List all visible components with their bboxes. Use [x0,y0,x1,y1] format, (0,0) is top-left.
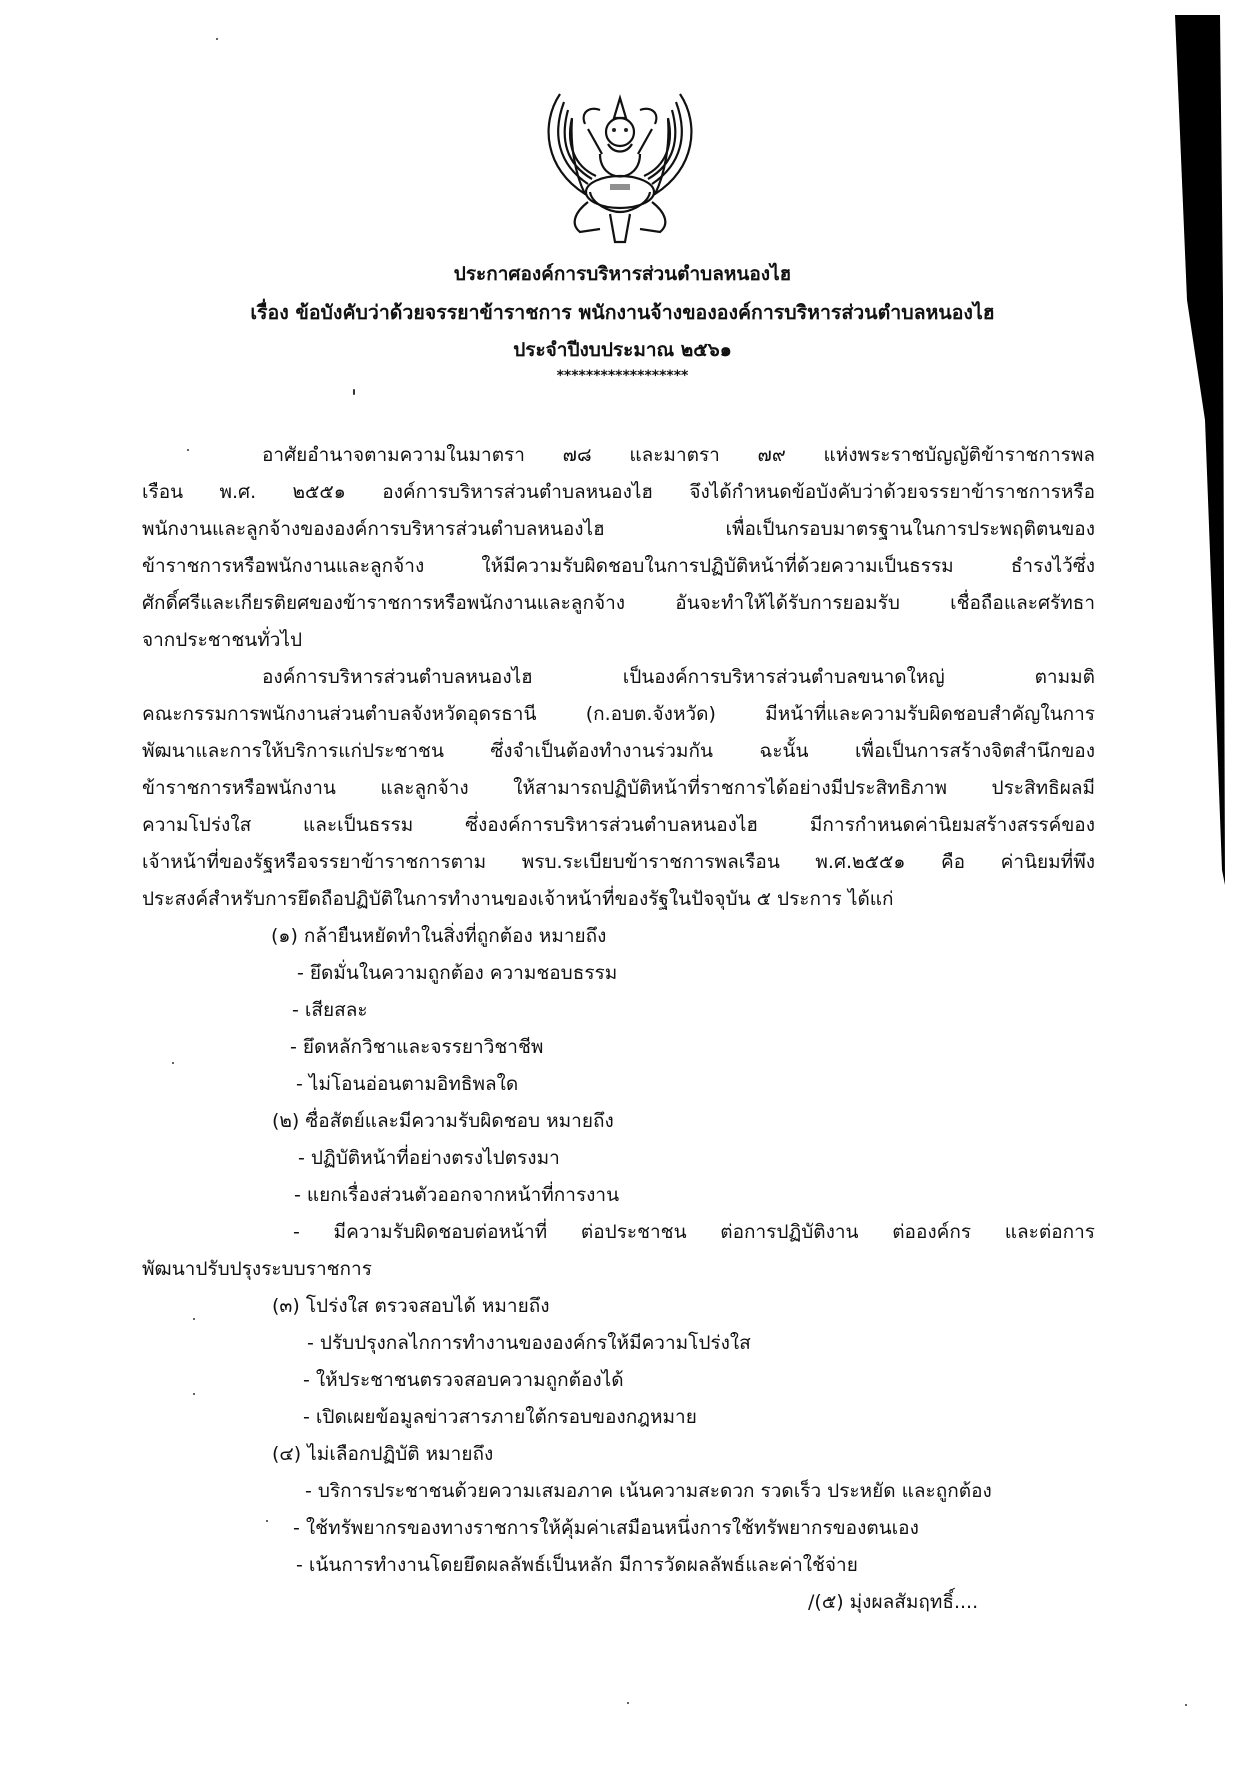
value-heading: (๔) ไม่เลือกปฏิบัติ หมายถึง [272,1443,494,1465]
scan-speck [216,38,218,40]
value-item: - แยกเรื่องส่วนตัวออกจากหน้าที่การงาน [294,1184,620,1206]
scan-speck [193,1318,195,1320]
value-item: - ยึดหลักวิชาและจรรยาวิชาชีพ [290,1036,544,1058]
para2-line: ความโปร่งใส และเป็นธรรม ซึ่งองค์การบริหารส่วนตำบลหนองไฮ มีการกำหนดค่านิยมสร้างสรรค์ของ [142,814,1095,836]
para1-line: ข้าราชการหรือพนักงานและลูกจ้าง ให้มีความรับผิดชอบในการปฏิบัติหน้าที่ด้วยความเป็นธรรม ธำรงไว้ซึ่ง [142,555,1095,577]
announcement-subject: เรื่อง ข้อบังคับว่าด้วยจรรยาข้าราชการ พนักงานจ้างขององค์การบริหารส่วนตำบลหนองไฮ [250,301,995,324]
para2-line: พัฒนาและการให้บริการแก่ประชาชน ซึ่งจำเป็นต้องทำงานร่วมกัน ฉะนั้น เพื่อเป็นการสร้างจิตสำนึกของ [142,740,1095,762]
scan-speck [193,1393,195,1395]
value-item: - ปรับปรุงกลไกการทำงานขององค์กรให้มีความโปร่งใส [307,1332,751,1354]
scan-speck [172,1062,174,1064]
value-item: - ยึดมั่นในความถูกต้อง ความชอบธรรม [297,962,618,984]
para2-line: คณะกรรมการพนักงานส่วนตำบลจังหวัดอุดรธานี (ก.อบต.จังหวัด) มีหน้าที่และความรับผิดชอบสำคัญในการ [142,703,1095,725]
value-item: - เน้นการทำงานโดยยึดผลลัพธ์เป็นหลัก มีการวัดผลลัพธ์และค่าใช้จ่าย [296,1554,858,1576]
scan-speck [187,449,189,451]
para1-line: อาศัยอำนาจตามความในมาตรา ๗๘ และมาตรา ๗๙ แห่งพระราชบัญญัติข้าราชการพล [262,444,1095,466]
value-item: - ให้ประชาชนตรวจสอบความถูกต้องได้ [303,1369,624,1391]
para2-line: ข้าราชการหรือพนักงาน และลูกจ้าง ให้สามารถปฏิบัติหน้าที่ราชการได้อย่างมีประสิทธิภาพ ประสิทธิผลมี [142,777,1095,799]
value-item-continuation: พัฒนาปรับปรุงระบบราชการ [142,1258,372,1280]
scan-speck [353,389,355,395]
value-item: - ใช้ทรัพยากรของทางราชการให้คุ้มค่าเสมือนหนึ่งการใช้ทรัพยากรของตนเอง [293,1517,919,1539]
continuation-note: /(๕) มุ่งผลสัมฤทธิ์.... [808,1591,979,1613]
value-item: - เสียสละ [292,999,368,1021]
scan-speck [1185,1704,1187,1706]
value-heading: (๓) โปร่งใส ตรวจสอบได้ หมายถึง [272,1295,550,1317]
para2-line: องค์การบริหารส่วนตำบลหนองไฮ เป็นองค์การบริหารส่วนตำบลขนาดใหญ่ ตามมติ [262,666,1095,688]
value-item: - บริการประชาชนด้วยความเสมอภาค เน้นความสะดวก รวดเร็ว ประหยัด และถูกต้อง [305,1480,992,1502]
para1-line: พนักงานและลูกจ้างขององค์การบริหารส่วนตำบลหนองไฮ เพื่อเป็นกรอบมาตรฐานในการประพฤติตนของ [142,518,1095,540]
value-heading: (๑) กล้ายืนหยัดทำในสิ่งที่ถูกต้อง หมายถึง [271,925,607,947]
value-item: - ไม่โอนอ่อนตามอิทธิพลใด [296,1073,519,1095]
para1-line: เรือน พ.ศ. ๒๕๕๑ องค์การบริหารส่วนตำบลหนองไฮ จึงได้กำหนดข้อบังคับว่าด้วยจรรยาข้าราชการหรือ [142,481,1095,503]
para2-line: เจ้าหน้าที่ของรัฐหรือจรรยาข้าราชการตาม พรบ.ระเบียบข้าราชการพลเรือน พ.ศ.๒๕๕๑ คือ ค่านิยมที่พึง [142,851,1095,873]
value-item: - เปิดเผยข้อมูลข่าวสารภายใต้กรอบของกฎหมาย [303,1406,697,1428]
value-item: - มีความรับผิดชอบต่อหน้าที่ ต่อประชาชน ต่อการปฏิบัติงาน ต่อองค์กร และต่อการ [293,1221,1095,1243]
para1-line: ศักดิ์ศรีและเกียรติยศของข้าราชการหรือพนักงานและลูกจ้าง อันจะทำให้ได้รับการยอมรับ เชื่อถือและศรัทธา [142,592,1095,614]
value-item: - ปฏิบัติหน้าที่อย่างตรงไปตรงมา [298,1147,560,1169]
fiscal-year: ประจำปีงบประมาณ ๒๕๖๑ [513,339,732,361]
announcement-title: ประกาศองค์การบริหารส่วนตำบลหนองไฮ [453,263,792,285]
value-heading: (๒) ซื่อสัตย์และมีความรับผิดชอบ หมายถึง [272,1110,614,1132]
scan-speck [627,1702,629,1704]
para2-line: ประสงค์สำหรับการยึดถือปฏิบัติในการทำงานของเจ้าหน้าที่ของรัฐในปัจจุบัน ๕ ประการ ได้แก่ [142,888,894,910]
separator-asterisks: ****************** [556,368,689,384]
garuda-emblem-icon [530,84,710,249]
scan-speck [266,1520,268,1522]
para1-line: จากประชาชนทั่วไป [142,629,303,651]
